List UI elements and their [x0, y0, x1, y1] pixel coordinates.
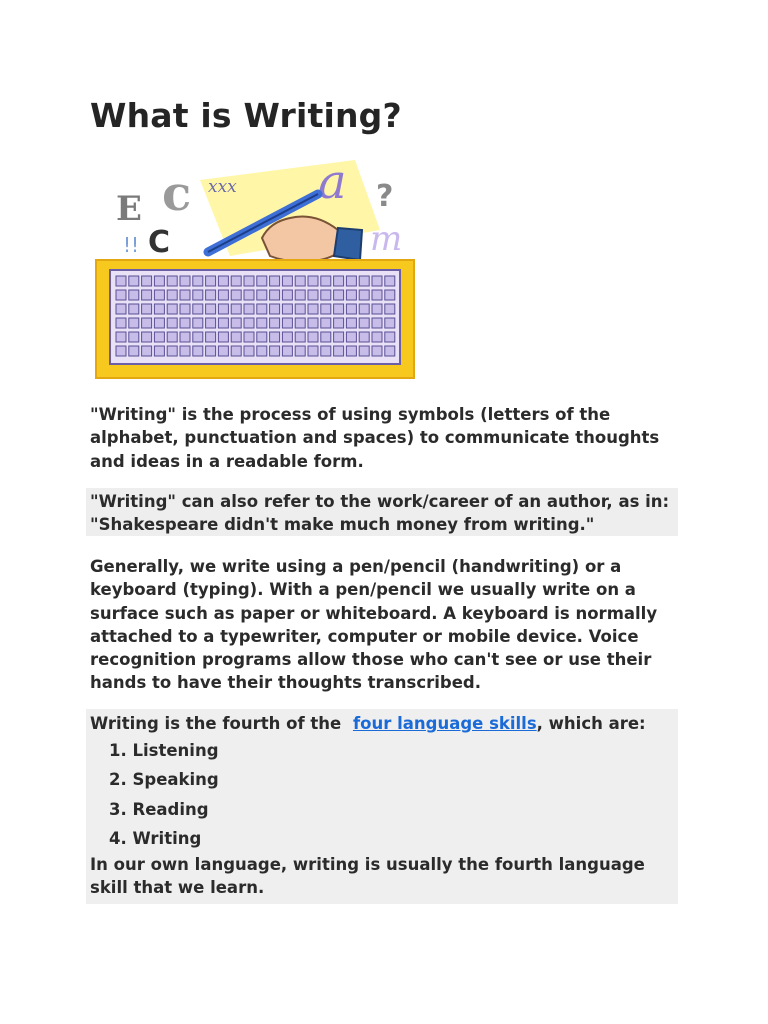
keyboard-key: [206, 304, 216, 314]
four-language-skills-link[interactable]: four language skills: [352, 714, 537, 733]
keyboard-key: [321, 318, 331, 328]
keyboard-key: [359, 318, 369, 328]
letter-m: m: [370, 219, 403, 259]
keyboard-key: [218, 304, 228, 314]
keyboard-key: [154, 332, 164, 342]
keyboard-key: [206, 290, 216, 300]
keyboard-key: [372, 346, 382, 356]
keyboard-key: [295, 276, 305, 286]
keyboard-key: [359, 276, 369, 286]
keyboard-key: [372, 318, 382, 328]
letter-c-quote: c: [162, 166, 192, 222]
keyboard-key: [257, 332, 267, 342]
keyboard-key: [346, 318, 356, 328]
keyboard-key: [385, 276, 395, 286]
keyboard-key: [385, 346, 395, 356]
sleeve-shape: [334, 228, 362, 260]
keyboard-key: [231, 304, 241, 314]
keyboard-key: [270, 346, 280, 356]
keyboard-key: [308, 276, 318, 286]
language-skills-box: [86, 709, 678, 904]
keyboard-key: [282, 304, 292, 314]
keyboard-key: [372, 276, 382, 286]
keyboard-key: [218, 332, 228, 342]
keyboard-key: [257, 290, 267, 300]
keyboard-key: [385, 290, 395, 300]
list-item: 2. Speaking: [109, 770, 219, 790]
keyboard-key: [154, 346, 164, 356]
keyboard-key: [142, 290, 152, 300]
keyboard-key: [180, 318, 190, 328]
keyboard-key: [308, 346, 318, 356]
keyboard-key: [154, 304, 164, 314]
keyboard-key: [270, 276, 280, 286]
keyboard-key: [206, 346, 216, 356]
paragraph-career: [86, 488, 678, 536]
keyboard-key: [257, 304, 267, 314]
keyboard-key: [282, 276, 292, 286]
keyboard-key: [346, 304, 356, 314]
keyboard-key: [167, 304, 177, 314]
skills-intro: [90, 712, 674, 736]
paragraph-career-line-1: "Writing" can also refer to the work/career of an author, as in:: [90, 492, 670, 511]
keyboard-key: [282, 346, 292, 356]
exclamation-marks: !!: [123, 233, 140, 257]
letter-e: E: [116, 189, 142, 229]
keyboard-key: [385, 332, 395, 342]
keyboard-key: [334, 304, 344, 314]
keyboard-key: [231, 346, 241, 356]
keyboard-key: [282, 318, 292, 328]
keyboard-key: [193, 290, 203, 300]
keyboard-key: [167, 290, 177, 300]
keyboard-key: [154, 318, 164, 328]
keyboard-key: [257, 346, 267, 356]
keyboard-key: [346, 276, 356, 286]
list-item: 1. Listening: [109, 741, 219, 760]
keyboard-key: [308, 290, 318, 300]
skills-intro-text: Writing is the fourth of the: [90, 714, 342, 733]
keyboard-key: [231, 332, 241, 342]
page-title: What is Writing?: [90, 96, 402, 135]
keyboard-key: [129, 290, 139, 300]
keyboard-key: [334, 290, 344, 300]
keyboard-key: [116, 346, 126, 356]
keyboard-key: [129, 276, 139, 286]
keyboard-key: [129, 346, 139, 356]
keyboard-key: [270, 304, 280, 314]
keyboard-key: [321, 290, 331, 300]
keyboard-key: [321, 304, 331, 314]
keyboard-key: [129, 304, 139, 314]
keyboard-key: [359, 332, 369, 342]
keyboard-key: [282, 332, 292, 342]
keyboard-key: [231, 290, 241, 300]
keyboard-key: [218, 346, 228, 356]
keyboard-key: [359, 346, 369, 356]
keyboard-key: [244, 290, 254, 300]
keyboard-key: [206, 276, 216, 286]
keyboard-key: [295, 290, 305, 300]
paragraph-definition: "Writing" is the process of using symbols (letters of the alphabet, punctuation and spaces) to communicate thoughts and ideas in a readable form.: [90, 405, 660, 471]
keyboard-key: [154, 290, 164, 300]
keyboard-key: [167, 332, 177, 342]
keyboard-key: [244, 318, 254, 328]
writing-keyboard-illustration: [90, 160, 420, 382]
keyboard-key: [193, 332, 203, 342]
keyboard-key: [346, 290, 356, 300]
keyboard-key: [295, 332, 305, 342]
letter-c: C: [148, 225, 171, 260]
keyboard-key: [142, 304, 152, 314]
keyboard-key: [142, 346, 152, 356]
keyboard-key: [206, 332, 216, 342]
keyboard-key: [142, 276, 152, 286]
keyboard-key: [295, 304, 305, 314]
letter-a: a: [318, 160, 347, 210]
keyboard-key: [244, 304, 254, 314]
keyboard-key: [142, 332, 152, 342]
keyboard-key: [295, 318, 305, 328]
paragraph-methods: Generally, we write using a pen/pencil (handwriting) or a keyboard (typing). With a pen/pencil we usually write on a surface such as paper or whiteboard. A keyboard is normally attached to a typewriter, computer or mobile device. Voice recognition programs allow those who can't see or use their hands to have their thoughts transcribed.: [90, 557, 658, 693]
keyboard-key: [218, 318, 228, 328]
keyboard-key: [180, 290, 190, 300]
keyboard-key: [193, 346, 203, 356]
keyboard-key: [346, 332, 356, 342]
keyboard-key: [142, 318, 152, 328]
keyboard-key: [129, 318, 139, 328]
keyboard-key: [308, 304, 318, 314]
keyboard-key: [206, 318, 216, 328]
keyboard-key: [218, 290, 228, 300]
skills-outro: In our own language, writing is usually the fourth language skill that we learn.: [90, 855, 645, 898]
keyboard-key: [359, 290, 369, 300]
keyboard-key: [295, 346, 305, 356]
keyboard-key: [385, 304, 395, 314]
keyboard-key: [321, 332, 331, 342]
list-item: 3. Reading: [109, 799, 209, 819]
skills-list: [90, 736, 674, 853]
keyboard-key: [257, 276, 267, 286]
keyboard-key: [244, 276, 254, 286]
keyboard-key: [231, 276, 241, 286]
keyboard-key: [167, 318, 177, 328]
keyboard-key: [372, 332, 382, 342]
keyboard-key: [334, 346, 344, 356]
keyboard-key: [257, 318, 267, 328]
keyboard-key: [116, 318, 126, 328]
keyboard-key: [372, 304, 382, 314]
keyboard-key: [180, 276, 190, 286]
keyboard-key: [334, 276, 344, 286]
keyboard-key: [180, 346, 190, 356]
list-item: 4. Writing: [109, 828, 202, 848]
keyboard-key: [167, 276, 177, 286]
keyboard-key: [270, 332, 280, 342]
keyboard-key: [116, 304, 126, 314]
skills-intro-suffix: , which are:: [536, 714, 646, 733]
keyboard-key: [334, 318, 344, 328]
keyboard-key: [193, 304, 203, 314]
keyboard-key: [129, 332, 139, 342]
question-mark: ?: [376, 179, 394, 214]
keyboard-key: [308, 332, 318, 342]
keyboard-key: [321, 276, 331, 286]
keyboard-key: [167, 346, 177, 356]
keyboard-key: [244, 332, 254, 342]
keyboard-key: [321, 346, 331, 356]
keyboard-key: [372, 290, 382, 300]
keyboard-key: [334, 332, 344, 342]
keyboard-key: [116, 332, 126, 342]
keyboard-key: [282, 290, 292, 300]
keyboard-key: [385, 318, 395, 328]
paragraph-career-line-2: "Shakespeare didn't make much money from writing.": [90, 515, 595, 535]
keyboard-key: [231, 318, 241, 328]
keyboard-key: [270, 318, 280, 328]
keyboard-key: [180, 304, 190, 314]
keyboard-key: [218, 276, 228, 286]
keyboard-key: [244, 346, 254, 356]
keyboard-key: [116, 276, 126, 286]
keyboard-key: [270, 290, 280, 300]
keyboard-key: [180, 332, 190, 342]
keyboard-key: [116, 290, 126, 300]
keyboard-key: [359, 304, 369, 314]
keyboard-key: [346, 346, 356, 356]
keyboard-key: [193, 318, 203, 328]
letters-xxx: xxx: [208, 177, 237, 197]
keyboard-key: [308, 318, 318, 328]
keyboard-key: [193, 276, 203, 286]
keyboard-key: [154, 276, 164, 286]
